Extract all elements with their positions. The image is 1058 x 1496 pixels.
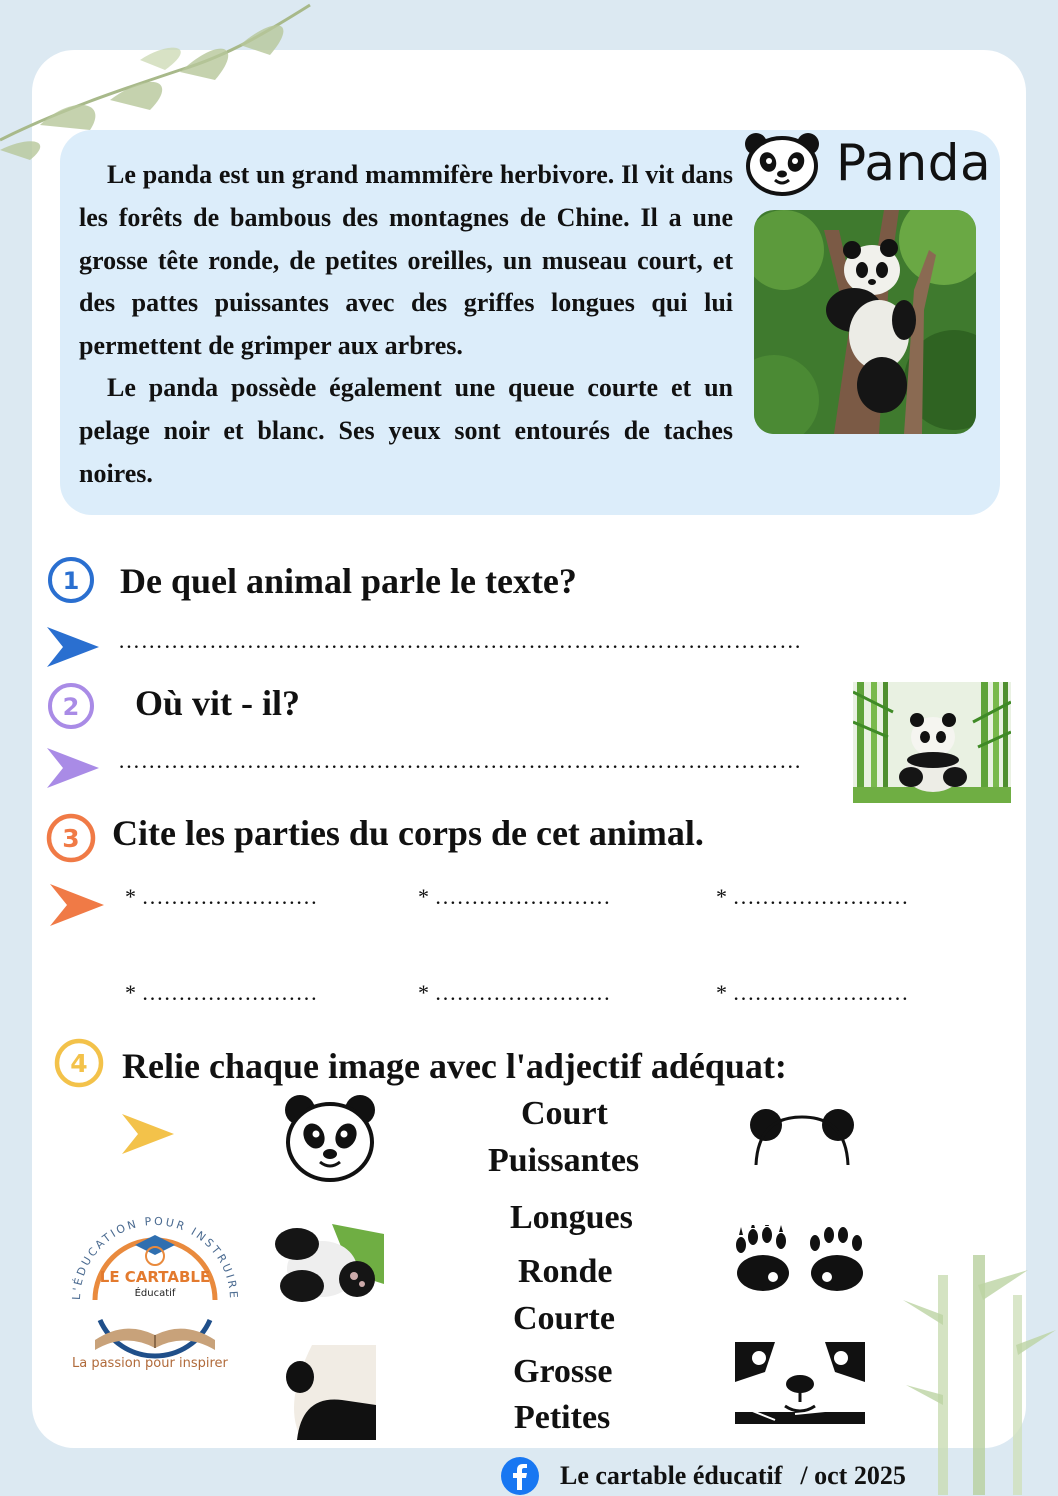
- adjective-word[interactable]: Ronde: [518, 1253, 613, 1290]
- footer-date: / oct 2025: [800, 1461, 906, 1490]
- panda-tail-image[interactable]: [282, 1345, 376, 1440]
- body-part-blank[interactable]: * ……………………: [418, 980, 611, 1005]
- le-cartable-logo: [60, 1190, 250, 1380]
- logo-name: LE CARTABLE: [99, 1268, 211, 1286]
- logo-tagline: La passion pour inspirer: [72, 1356, 228, 1371]
- question-3-number-icon: [44, 812, 98, 864]
- body-part-blank[interactable]: * ……………………: [716, 884, 909, 909]
- reading-paragraph-1: Le panda est un grand mammifère herbivore. Il vit dans les forêts de bambous des montagnes de Chine. Il a une grosse tête ronde, de petites oreilles, un museau court, et des pattes puissantes avec des griffes longues qui lui permettent de grimper aux arbres.: [79, 160, 733, 361]
- panda-paws-image[interactable]: [272, 1224, 384, 1304]
- svg-text:1: 1: [62, 567, 80, 595]
- panda-ears-image[interactable]: [748, 1105, 856, 1165]
- svg-text:3: 3: [62, 824, 80, 853]
- logo-sub: Éducatif: [134, 1288, 176, 1299]
- adjective-word[interactable]: Court: [521, 1095, 608, 1132]
- question-1-number-icon: [45, 556, 97, 604]
- reading-paragraph-2: Le panda possède également une queue courte et un pelage noir et blanc. Ses yeux sont entourés de taches noires.: [79, 373, 733, 488]
- adjective-word[interactable]: Puissantes: [488, 1142, 640, 1179]
- answer-line-1[interactable]: ………………………………………………………………………………: [118, 628, 802, 653]
- arrow-icon: [48, 882, 106, 928]
- svg-text:4: 4: [70, 1049, 88, 1078]
- arrow-icon: [45, 625, 101, 669]
- title-row: [742, 130, 991, 196]
- panda-snout-image[interactable]: [735, 1342, 865, 1424]
- panda-bamboo-photo: [853, 682, 1011, 803]
- body-part-blank[interactable]: * ……………………: [418, 884, 611, 909]
- adjective-word[interactable]: Longues: [510, 1199, 633, 1236]
- panda-face-icon: [742, 130, 822, 196]
- adjective-word[interactable]: Grosse: [513, 1353, 613, 1390]
- footer-text: Le cartable éducatif: [560, 1461, 783, 1490]
- page-title: Panda: [836, 134, 992, 192]
- panda-in-tree-photo: [754, 210, 976, 434]
- body-part-blank[interactable]: * ……………………: [125, 884, 318, 909]
- question-1-text: De quel animal parle le texte?: [120, 561, 577, 601]
- question-4-text: Relie chaque image avec l'adjectif adéquat:: [122, 1046, 787, 1086]
- question-3-text: Cite les parties du corps de cet animal.: [112, 813, 704, 853]
- svg-text:2: 2: [62, 693, 80, 721]
- bamboo-decoration: [898, 1255, 1058, 1495]
- facebook-icon[interactable]: [500, 1456, 540, 1496]
- panda-head-image[interactable]: [282, 1092, 378, 1184]
- question-2-text: Où vit - il?: [135, 683, 301, 723]
- footer: [500, 1456, 906, 1496]
- body-part-blank[interactable]: * ……………………: [716, 980, 909, 1005]
- question-4-number-icon: [52, 1037, 106, 1089]
- answer-line-2[interactable]: ………………………………………………………………………………: [118, 748, 802, 773]
- arrow-icon: [45, 746, 101, 790]
- adjective-word[interactable]: Courte: [513, 1300, 615, 1337]
- body-part-blank[interactable]: * ……………………: [125, 980, 318, 1005]
- question-2-number-icon: [45, 682, 97, 730]
- logo-arc-text: L'ÉDUCATION POUR INSTRUIRE: [69, 1214, 241, 1301]
- arrow-icon: [120, 1112, 176, 1156]
- panda-claws-image[interactable]: [733, 1225, 867, 1295]
- adjective-word[interactable]: Petites: [514, 1399, 611, 1436]
